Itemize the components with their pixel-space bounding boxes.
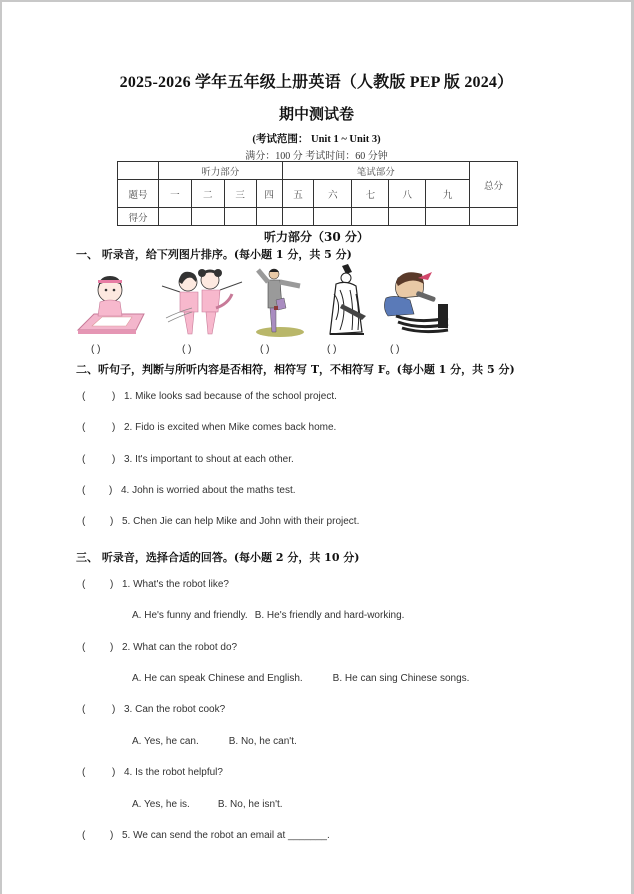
part3-q2-options bbox=[132, 673, 469, 684]
question-text: 1. What's the robot like? bbox=[122, 579, 229, 590]
score-cell-total[interactable] bbox=[470, 208, 518, 226]
part2-question-5 bbox=[82, 516, 359, 527]
part3-question-1 bbox=[82, 579, 229, 590]
answer-blank-close: ) bbox=[110, 579, 114, 590]
score-table-col-3: 三 bbox=[224, 180, 256, 208]
picture-1-answer-blank[interactable]: ( ) bbox=[91, 344, 101, 355]
option-b: B. He's friendly and hard-working. bbox=[254, 610, 405, 621]
part2-question-2 bbox=[82, 422, 336, 433]
answer-blank-open[interactable]: ( bbox=[82, 422, 86, 433]
answer-blank-close: ) bbox=[110, 830, 114, 841]
option-b: B. No, he isn't. bbox=[217, 799, 283, 810]
score-table-corner-cell bbox=[118, 162, 159, 180]
part3-question-5 bbox=[82, 830, 330, 841]
answer-blank-close: ) bbox=[112, 422, 116, 433]
score-table-score-label: 得分 bbox=[118, 208, 159, 226]
answer-blank-open[interactable]: ( bbox=[82, 391, 86, 402]
answer-blank-close: ) bbox=[109, 485, 113, 496]
part1-heading: 一、 听录音，给下列图片排序。(每小题 1 分，共 5 分) bbox=[76, 248, 352, 261]
score-table-col-9: 九 bbox=[426, 180, 470, 208]
score-table-listening-group: 听力部分 bbox=[158, 162, 282, 180]
option-b: B. He can sing Chinese songs. bbox=[332, 673, 470, 684]
score-table bbox=[117, 161, 518, 226]
score-table-col-8: 八 bbox=[389, 180, 426, 208]
part3-question-4 bbox=[82, 767, 223, 778]
exam-page bbox=[2, 2, 631, 894]
score-table-col-4: 四 bbox=[256, 180, 282, 208]
score-table-col-6: 六 bbox=[314, 180, 352, 208]
score-table-number-label: 题号 bbox=[118, 180, 159, 208]
answer-blank-open[interactable]: ( bbox=[82, 516, 86, 527]
option-a: A. He's funny and friendly. bbox=[132, 610, 248, 621]
answer-blank-open[interactable]: ( bbox=[82, 642, 86, 653]
part3-q4-options bbox=[132, 799, 283, 810]
score-cell-4[interactable] bbox=[256, 208, 282, 226]
picture-5-answer-blank[interactable]: ( ) bbox=[390, 344, 400, 355]
part3-q3-options bbox=[132, 736, 297, 747]
exam-range: (考试范围： Unit 1 ~ Unit 3) bbox=[252, 134, 381, 145]
exam-score-time-info: 满分：100 分 考试时间：60 分钟 bbox=[245, 151, 388, 162]
picture-4-answer-blank[interactable]: ( ) bbox=[327, 344, 337, 355]
picture-3-answer-blank[interactable]: ( ) bbox=[260, 344, 270, 355]
score-cell-3[interactable] bbox=[224, 208, 256, 226]
answer-blank-close: ) bbox=[112, 704, 116, 715]
score-table-col-2: 二 bbox=[191, 180, 224, 208]
ancient-figure-playing-instrument-picture bbox=[322, 264, 372, 338]
score-table-col-5: 五 bbox=[282, 180, 314, 208]
part3-question-3 bbox=[82, 704, 225, 715]
question-text: 4. John is worried about the maths test. bbox=[121, 485, 296, 496]
man-doing-kung-fu-picture bbox=[254, 264, 306, 338]
answer-blank-close: ) bbox=[112, 391, 116, 402]
question-text: 1. Mike looks sad because of the school project. bbox=[124, 391, 337, 402]
answer-blank-close: ) bbox=[110, 516, 114, 527]
option-a: A. Yes, he can. bbox=[132, 736, 199, 747]
question-text: 2. What can the robot do? bbox=[122, 642, 238, 653]
answer-blank-close: ) bbox=[112, 767, 116, 778]
answer-blank-close: ) bbox=[110, 642, 114, 653]
option-b: B. No, he can't. bbox=[228, 736, 297, 747]
part2-heading: 二、听句子，判断与所听内容是否相符，相符写 T，不相符写 F。(每小题 1 分，共 5 分) bbox=[76, 363, 515, 376]
question-text: 3. Can the robot cook? bbox=[124, 704, 226, 715]
listening-section-heading: 听力部分（30 分） bbox=[264, 230, 369, 244]
answer-blank-open[interactable]: ( bbox=[82, 579, 86, 590]
score-cell-6[interactable] bbox=[314, 208, 352, 226]
answer-blank-close: ) bbox=[112, 454, 116, 465]
part3-q1-options bbox=[132, 610, 404, 621]
question-text: 5. Chen Jie can help Mike and John with their project. bbox=[122, 516, 360, 527]
question-text: 5. We can send the robot an email at _______. bbox=[122, 830, 330, 841]
part3-heading: 三、 听录音，选择合适的回答。(每小题 2 分，共 10 分) bbox=[76, 551, 360, 564]
part3-question-2 bbox=[82, 642, 237, 653]
answer-blank-open[interactable]: ( bbox=[82, 485, 86, 496]
score-table-written-group: 笔试部分 bbox=[282, 162, 470, 180]
boy-singing-microphone-picture bbox=[378, 268, 454, 336]
question-text: 2. Fido is excited when Mike comes back home. bbox=[124, 422, 337, 433]
girls-dancing-picture bbox=[158, 268, 244, 338]
score-table-col-7: 七 bbox=[352, 180, 389, 208]
option-a: A. Yes, he is. bbox=[132, 799, 190, 810]
part2-question-3 bbox=[82, 454, 294, 465]
score-cell-9[interactable] bbox=[426, 208, 470, 226]
answer-blank-open[interactable]: ( bbox=[82, 454, 86, 465]
answer-blank-open[interactable]: ( bbox=[82, 704, 86, 715]
score-table-col-1: 一 bbox=[158, 180, 191, 208]
question-text: 4. Is the robot helpful? bbox=[124, 767, 223, 778]
picture-2-answer-blank[interactable]: ( ) bbox=[182, 344, 192, 355]
score-table-total-label: 总分 bbox=[470, 162, 518, 208]
answer-blank-open[interactable]: ( bbox=[82, 767, 86, 778]
answer-blank-open[interactable]: ( bbox=[82, 830, 86, 841]
part2-question-4 bbox=[82, 485, 296, 496]
exam-title: 2025-2026 学年五年级上册英语（人教版 PEP 版 2024） bbox=[119, 74, 514, 91]
score-cell-8[interactable] bbox=[389, 208, 426, 226]
question-text: 3. It's important to shout at each other. bbox=[124, 454, 294, 465]
score-cell-2[interactable] bbox=[191, 208, 224, 226]
option-a: A. He can speak Chinese and English. bbox=[132, 673, 303, 684]
score-cell-7[interactable] bbox=[352, 208, 389, 226]
part2-question-1 bbox=[82, 391, 337, 402]
exam-subtitle: 期中测试卷 bbox=[278, 105, 354, 123]
girl-drawing-picture bbox=[74, 270, 146, 336]
score-cell-1[interactable] bbox=[158, 208, 191, 226]
score-cell-5[interactable] bbox=[282, 208, 314, 226]
